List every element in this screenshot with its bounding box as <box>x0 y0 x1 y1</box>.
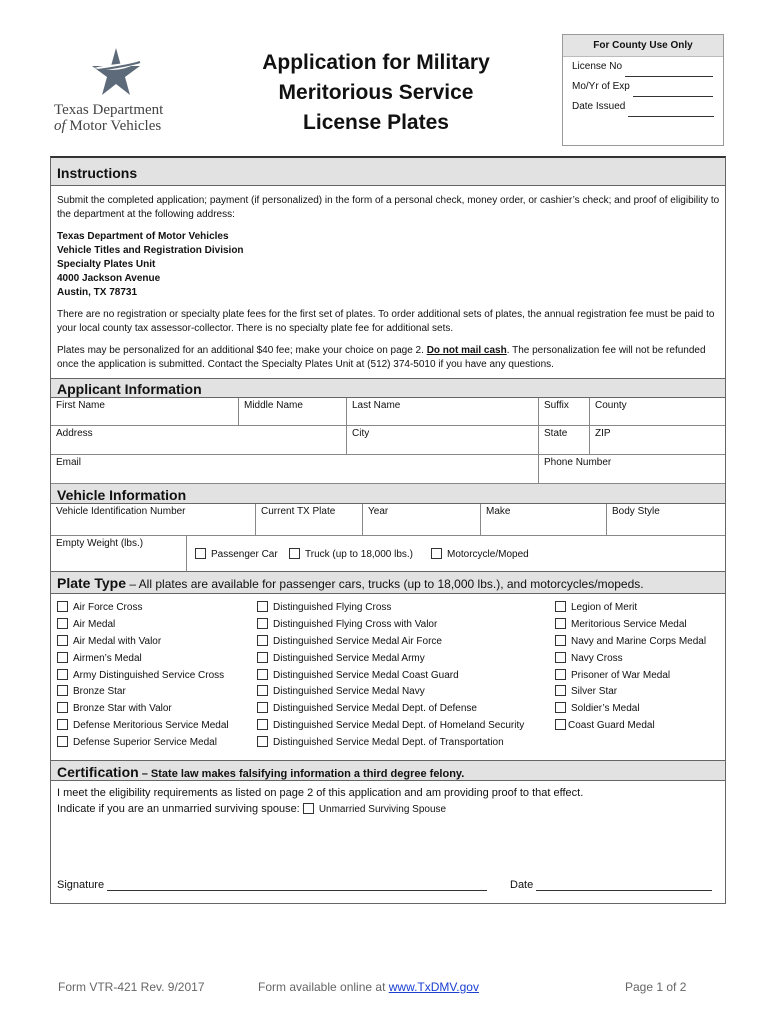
txdmv-logo <box>54 46 184 136</box>
county-use-box <box>562 34 724 146</box>
plate-column-2 <box>257 601 524 753</box>
vehicle-header: Vehicle Information <box>51 484 725 504</box>
plate-checkbox[interactable] <box>57 635 68 646</box>
star-logo-icon <box>88 46 144 98</box>
address-field[interactable]: Address <box>51 426 347 455</box>
plate-option[interactable]: Army Distinguished Service Cross <box>57 669 229 686</box>
plate-option[interactable]: Navy Cross <box>555 652 706 669</box>
date-line[interactable]: Date <box>510 879 712 891</box>
form-number: Form VTR-421 Rev. 9/2017 <box>58 980 205 994</box>
vin-field[interactable]: Vehicle Identification Number <box>51 504 256 536</box>
phone-field[interactable]: Phone Number <box>539 455 725 484</box>
plate-option[interactable]: Coast Guard Medal <box>555 719 706 736</box>
license-no-field: License No <box>563 57 723 77</box>
plate-checkbox[interactable] <box>57 618 68 629</box>
plate-checkbox[interactable] <box>555 719 566 730</box>
plate-option[interactable]: Airmen’s Medal <box>57 652 229 669</box>
instructions-body <box>57 194 721 380</box>
last-name-field[interactable]: Last Name <box>347 398 539 426</box>
motorcycle-checkbox[interactable] <box>431 548 442 559</box>
instructions-header: Instructions <box>51 158 725 186</box>
plate-checkbox[interactable] <box>57 601 68 612</box>
plate-checkbox[interactable] <box>555 618 566 629</box>
plate-checkbox[interactable] <box>257 736 268 747</box>
city-field[interactable]: City <box>347 426 539 455</box>
plate-checkbox[interactable] <box>257 601 268 612</box>
plate-checkbox[interactable] <box>57 702 68 713</box>
plate-column-3 <box>555 601 706 736</box>
plate-option[interactable]: Distinguished Service Medal Navy <box>257 685 524 702</box>
plate-checkbox[interactable] <box>555 635 566 646</box>
make-field[interactable]: Make <box>481 504 607 536</box>
certification-header: Certification – State law makes falsifying information a third degree felony. <box>51 760 725 781</box>
txdmv-link[interactable]: www.TxDMV.gov <box>388 980 479 994</box>
plate-option[interactable]: Distinguished Service Medal Army <box>257 652 524 669</box>
application-form <box>50 156 726 904</box>
page-number: Page 1 of 2 <box>625 980 687 994</box>
plate-option[interactable]: Distinguished Service Medal Coast Guard <box>257 669 524 686</box>
plate-checkbox[interactable] <box>257 635 268 646</box>
suffix-field[interactable]: Suffix <box>539 398 590 426</box>
unmarried-spouse-checkbox[interactable] <box>303 803 314 814</box>
plate-option[interactable]: Distinguished Service Medal Dept. of Homeland Security <box>257 719 524 736</box>
current-plate-field[interactable]: Current TX Plate <box>256 504 363 536</box>
plate-option[interactable]: Soldier’s Medal <box>555 702 706 719</box>
passenger-car-option[interactable]: Passenger Car <box>195 548 278 560</box>
passenger-car-checkbox[interactable] <box>195 548 206 559</box>
plate-column-1 <box>57 601 229 753</box>
online-availability: Form available online at www.TxDMV.gov <box>258 980 479 994</box>
plate-option[interactable]: Legion of Merit <box>555 601 706 618</box>
plate-type-header: Plate Type – All plates are available for passenger cars, trucks (up to 18,000 lbs.), and motorcycles/mopeds. <box>51 572 725 594</box>
plate-checkbox[interactable] <box>555 669 566 680</box>
state-field[interactable]: State <box>539 426 590 455</box>
plate-checkbox[interactable] <box>57 719 68 730</box>
plate-checkbox[interactable] <box>257 669 268 680</box>
applicant-header: Applicant Information <box>51 378 725 398</box>
motorcycle-option[interactable]: Motorcycle/Moped <box>431 548 529 560</box>
plate-option[interactable]: Air Force Cross <box>57 601 229 618</box>
plate-option[interactable]: Defense Meritorious Service Medal <box>57 719 229 736</box>
plate-checkbox[interactable] <box>257 618 268 629</box>
plate-option[interactable]: Distinguished Flying Cross with Valor <box>257 618 524 635</box>
eligibility-statement: I meet the eligibility requirements as listed on page 2 of this application and am providing proof to that effect. <box>57 787 584 799</box>
plate-checkbox[interactable] <box>555 601 566 612</box>
plate-checkbox[interactable] <box>57 669 68 680</box>
plate-checkbox[interactable] <box>257 685 268 696</box>
email-field[interactable]: Email <box>51 455 539 484</box>
plate-checkbox[interactable] <box>257 652 268 663</box>
plate-option[interactable]: Silver Star <box>555 685 706 702</box>
signature-line[interactable]: Signature <box>57 879 487 891</box>
plate-option[interactable]: Meritorious Service Medal <box>555 618 706 635</box>
county-field[interactable]: County <box>590 398 725 426</box>
certification-body <box>57 785 721 818</box>
plate-option[interactable]: Distinguished Service Medal Dept. of Transportation <box>257 736 524 753</box>
plate-checkbox[interactable] <box>57 652 68 663</box>
instructions-para3: Plates may be personalized for an additional $40 fee; make your choice on page 2. Do not mail cash. The personalization fee will not be refunded once the application is submitted. Contact the Specialty Plates Unit at (512) 374-5010 if you have any questions. <box>57 345 706 370</box>
plate-checkbox[interactable] <box>57 736 68 747</box>
instructions-para2: There are no registration or specialty plate fees for the first set of plates. To order additional sets of plates, the annual registration fee must be paid to your local county tax assessor-collector. There is no specialty plate fee for additional sets. <box>57 309 715 334</box>
plate-option[interactable]: Prisoner of War Medal <box>555 669 706 686</box>
plate-checkbox[interactable] <box>257 719 268 730</box>
unmarried-spouse-label: Unmarried Surviving Spouse <box>318 804 447 815</box>
plate-checkbox[interactable] <box>555 685 566 696</box>
year-field[interactable]: Year <box>363 504 481 536</box>
middle-name-field[interactable]: Middle Name <box>239 398 347 426</box>
truck-checkbox[interactable] <box>289 548 300 559</box>
plate-option[interactable]: Distinguished Service Medal Air Force <box>257 635 524 652</box>
empty-weight-field[interactable]: Empty Weight (lbs.) <box>51 536 187 572</box>
plate-option[interactable]: Air Medal <box>57 618 229 635</box>
mo-yr-exp-field: Mo/Yr of Exp <box>563 77 723 97</box>
plate-option[interactable]: Distinguished Flying Cross <box>257 601 524 618</box>
mailing-address: Texas Department of Motor Vehicles Vehicle Titles and Registration Division Specialty Plates Unit 4000 Jackson Avenue Austin, TX 78731 <box>57 231 244 298</box>
zip-field[interactable]: ZIP <box>590 426 725 455</box>
org-name-line1: Texas Department <box>54 102 164 118</box>
page-title: Application for Military Meritorious Service License Plates <box>262 51 490 134</box>
plate-checkbox[interactable] <box>555 702 566 713</box>
date-issued-field: Date Issued <box>563 97 723 117</box>
plate-checkbox[interactable] <box>57 685 68 696</box>
spouse-question: Indicate if you are an unmarried surviving spouse: Unmarried Surviving Spouse <box>57 803 447 815</box>
plate-option[interactable]: Bronze Star with Valor <box>57 702 229 719</box>
plate-option[interactable]: Defense Superior Service Medal <box>57 736 229 753</box>
first-name-field[interactable]: First Name <box>51 398 239 426</box>
plate-option[interactable]: Navy and Marine Corps Medal <box>555 635 706 652</box>
plate-checkbox[interactable] <box>555 652 566 663</box>
instructions-para1: Submit the completed application; payment (if personalized) in the form of a personal check, money order, or cashier’s check; and proof of eligibility to the department at the following address: <box>57 195 720 220</box>
body-style-field[interactable]: Body Style <box>607 504 725 536</box>
plate-option[interactable]: Air Medal with Valor <box>57 635 229 652</box>
county-use-title: For County Use Only <box>563 35 723 57</box>
plate-option[interactable]: Bronze Star <box>57 685 229 702</box>
plate-option[interactable]: Distinguished Service Medal Dept. of Defense <box>257 702 524 719</box>
plate-checkbox[interactable] <box>257 702 268 713</box>
truck-option[interactable]: Truck (up to 18,000 lbs.) <box>289 548 413 560</box>
org-name-line2: of Motor Vehicles <box>54 118 162 134</box>
